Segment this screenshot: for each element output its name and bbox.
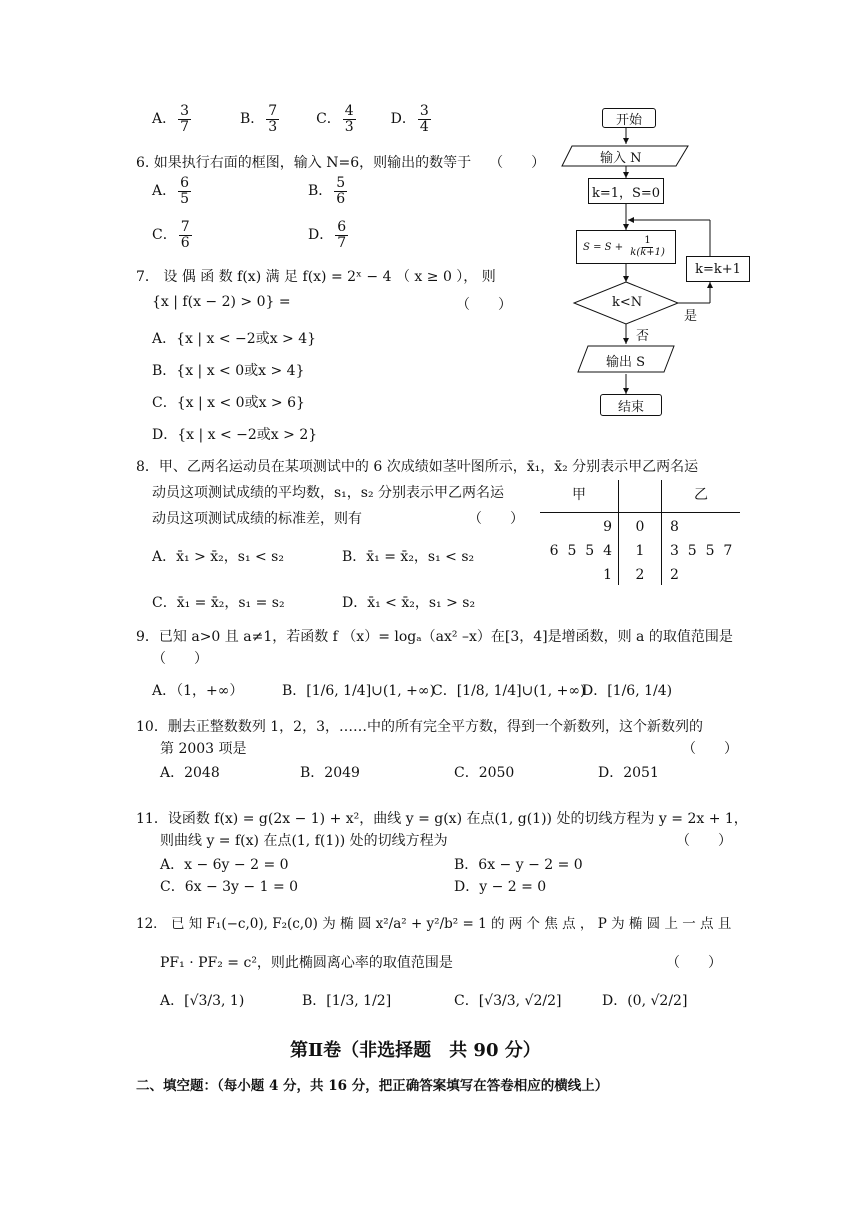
q6-option-a: A． $\frac{6}{5}$ xyxy=(152,175,190,207)
q5-options xyxy=(152,104,433,134)
q12-option-c: C．[√3/3, √2/2] xyxy=(454,993,562,1009)
q7-option-d: D．{x | x < −2或x > 2} xyxy=(152,427,318,443)
q7-option-b: B．{x | x < 0或x > 4} xyxy=(152,363,305,379)
q10-option-b: B．2049 xyxy=(300,765,360,781)
stem-leaf-left-0: 9 xyxy=(603,519,612,535)
q6-option-d: D． $\frac{6}{7}$ xyxy=(308,219,347,251)
q5-option-c: C． $\frac{4}{3}$ xyxy=(316,103,354,135)
stem-leaf-stem-2: 2 xyxy=(619,561,662,585)
q8-line2: 动员这项测试成绩的平均数，s₁，s₂ 分别表示甲乙两名运 xyxy=(152,485,505,501)
q10-paren: （ ） xyxy=(682,741,738,757)
q8-paren: （ ） xyxy=(468,511,524,527)
q7-option-c: C．{x | x < 0或x > 6} xyxy=(152,395,305,411)
stem-leaf-right-0: 8 xyxy=(670,519,679,535)
stem-leaf-left-2: 1 xyxy=(603,567,612,583)
q7-option-a: A．{x | x < −2或x > 4} xyxy=(152,331,317,347)
stem-leaf-plot xyxy=(540,480,740,585)
q11-line2: 则曲线 y = f(x) 在点(1, f(1)) 处的切线方程为 xyxy=(160,833,448,849)
q9-option-c: C．[1/8, 1/4]∪(1, +∞) xyxy=(432,683,586,699)
stem-leaf-stem-0: 0 xyxy=(619,513,662,538)
flowchart-end: 结束 xyxy=(600,394,662,416)
stem-leaf-right-1: 3 5 5 7 xyxy=(670,543,733,559)
q11-option-b: B．6x − y − 2 = 0 xyxy=(454,857,583,873)
q6-option-c: C． $\frac{7}{6}$ xyxy=(152,219,190,251)
q9-option-d: D．[1/6, 1/4) xyxy=(582,683,673,699)
q8-option-a: A．x̄₁ > x̄₂，s₁ < s₂ xyxy=(152,549,284,565)
flowchart-yes-label: 是 xyxy=(684,309,698,324)
q10-option-c: C．2050 xyxy=(454,765,515,781)
q6-option-b: B． $\frac{5}{6}$ xyxy=(308,175,346,207)
stem-leaf-header-right: 乙 xyxy=(662,480,741,513)
q11-line1: 11．设函数 f(x) = g(2x − 1) + x²，曲线 y = g(x) 在点(1, g(1)) 处的切线方程为 y = 2x + 1， xyxy=(136,811,748,827)
flowchart-condition: k<N xyxy=(612,295,643,310)
q7-paren: （ ） xyxy=(456,297,512,313)
q12-option-d: D．(0, √2/2] xyxy=(602,993,688,1009)
q7-stem-line2: {x | f(x − 2) > 0} = xyxy=(152,294,291,310)
q8-line3: 动员这项测试成绩的标准差，则有 xyxy=(152,511,362,527)
q10-option-a: A．2048 xyxy=(160,765,220,781)
q9-option-a: A．（1，+∞） xyxy=(152,683,244,699)
flowchart-update: S = S + $\frac{1}{k(k+1)}$ xyxy=(576,230,676,264)
q11-option-d: D．y − 2 = 0 xyxy=(454,879,547,895)
q11-option-a: A．x − 6y − 2 = 0 xyxy=(160,857,289,873)
q10-option-d: D．2051 xyxy=(598,765,659,781)
flowchart-increment: k=k+1 xyxy=(686,256,750,282)
q10-line2: 第 2003 项是 xyxy=(160,741,247,757)
q12-line2: PF₁ · PF₂ = c²，则此椭圆离心率的取值范围是 xyxy=(160,955,453,971)
q12-option-b: B．[1/3, 1/2] xyxy=(302,993,392,1009)
flowchart-init: k=1，S=0 xyxy=(588,178,664,204)
flowchart-input: 输入 N xyxy=(600,151,642,166)
q11-paren: （ ） xyxy=(676,833,732,849)
q12-option-a: A．[√3/3, 1) xyxy=(160,993,245,1009)
q7-stem-line1: 7． 设 偶 函 数 f(x) 满 足 f(x) = 2ˣ − 4 （ x ≥ 0 ）， 则 xyxy=(136,269,496,285)
q8-option-d: D．x̄₁ < x̄₂，s₁ > s₂ xyxy=(342,595,476,611)
q8-option-b: B．x̄₁ = x̄₂，s₁ < s₂ xyxy=(342,549,475,565)
q9-option-b: B．[1/6, 1/4]∪(1, +∞) xyxy=(282,683,436,699)
q8-line1: 8．甲、乙两名运动员在某项测试中的 6 次成绩如茎叶图所示，x̄₁，x̄₂ 分别表示甲乙两名运 xyxy=(136,459,699,475)
q12-paren: （ ） xyxy=(666,955,722,971)
flowchart-output: 输出 S xyxy=(606,355,646,370)
stem-leaf-right-2: 2 xyxy=(670,567,679,583)
q9-stem: 9．已知 a>0 且 a≠1，若函数 f （x）= logₐ（ax² –x）在[3，4]是增函数，则 a 的取值范围是 xyxy=(136,629,733,645)
q5-option-d: D． $\frac{3}{4}$ xyxy=(390,103,429,135)
section-title: 第Ⅱ卷（非选择题 共 90 分） xyxy=(290,1040,541,1061)
stem-leaf-stem-1: 1 xyxy=(619,537,662,561)
stem-leaf-left-1: 6 5 5 4 xyxy=(549,543,612,559)
stem-leaf-header-left: 甲 xyxy=(540,480,619,513)
q11-option-c: C．6x − 3y − 1 = 0 xyxy=(160,879,299,895)
q10-line1: 10．删去正整数数列 1，2，3，……中的所有完全平方数，得到一个新数列，这个新数列的 xyxy=(136,719,703,735)
q12-line1: 12． 已 知 F₁(−c,0), F₂(c,0) 为 椭 圆 x²/a² + y²/b² = 1 的 两 个 焦 点 ， P 为 椭 圆 上 一 点 且 xyxy=(136,916,732,932)
flowchart-no-label: 否 xyxy=(636,329,650,344)
fill-in-header: 二、填空题：（每小题 4 分，共 16 分，把正确答案填写在答卷相应的横线上） xyxy=(136,1078,609,1094)
q6-stem: 6. 如果执行右面的框图，输入 N=6，则输出的数等于 （ ） xyxy=(136,155,546,171)
q5-option-b: B． $\frac{7}{3}$ xyxy=(239,103,278,135)
q8-option-c: C．x̄₁ = x̄₂，s₁ = s₂ xyxy=(152,595,285,611)
q5-option-a: A． $\frac{3}{7}$ xyxy=(152,103,190,135)
q9-paren: （ ） xyxy=(152,651,208,667)
flowchart-start: 开始 xyxy=(602,108,656,128)
